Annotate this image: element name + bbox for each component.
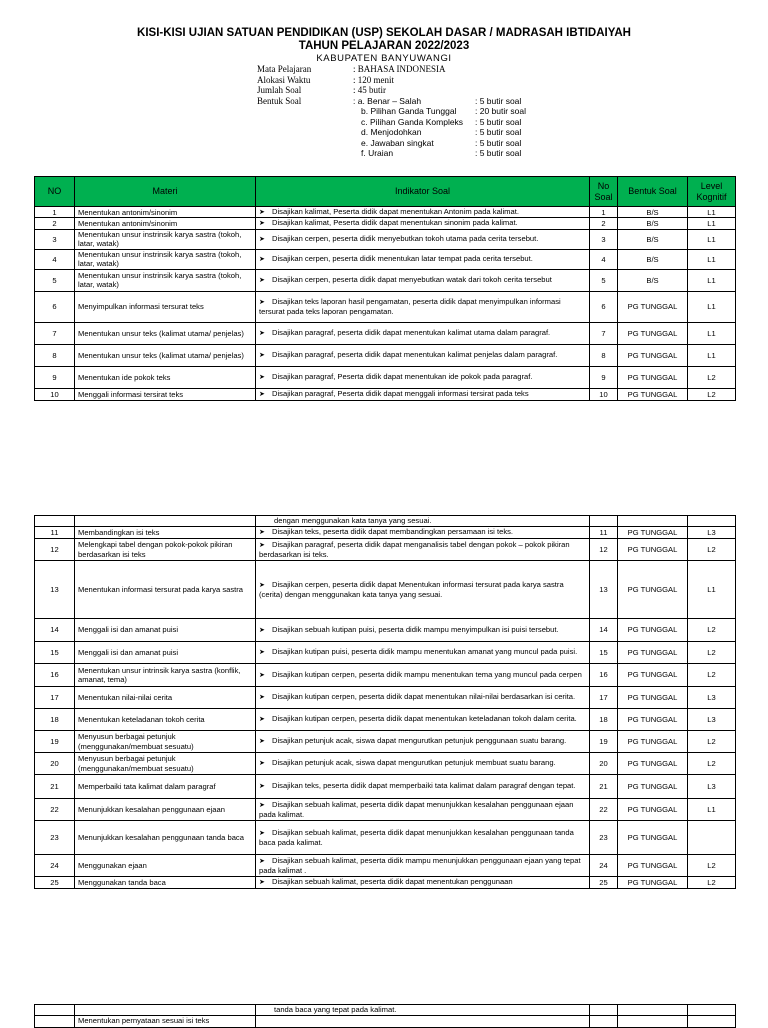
no-soal-cell: 13 [590,561,618,619]
bentuk-option-count: : 5 butir soal [475,148,522,158]
indikator-text: Disajikan teks, peserta didik dapat memperbaiki tata kalimat dalam paragraf dengan tepat. [272,781,576,791]
indikator-cell [256,269,590,291]
no-cell: 18 [35,709,75,731]
kisi-kisi-table-page3 [34,1004,736,1028]
materi-cell: Menentukan keteladanan tokoh cerita [75,709,256,731]
no-cell: 17 [35,687,75,709]
indikator-text: Disajikan sebuah kutipan puisi, peserta didik mampu menyimpulkan isi puisi tersebut. [272,624,559,634]
table-row [35,269,736,291]
indikator-cell [256,753,590,775]
table-row [35,855,736,877]
continuation-text: dengan menggunakan kata tanya yang sesuai. [256,516,590,527]
table-header-row [35,177,736,207]
arrow-bullet-icon: ➤ [259,298,265,306]
indikator-cell [256,207,590,218]
materi-cell: Menentukan unsur teks (kalimat utama/ penjelas) [75,344,256,366]
materi-cell: Menentukan unsur instrinsik karya sastra (tokoh, latar, watak) [75,269,256,291]
bentuk-soal-cell: B/S [618,269,688,291]
arrow-bullet-icon: ➤ [259,801,265,809]
arrow-bullet-icon: ➤ [259,256,265,264]
indikator-cell [256,709,590,731]
table-row [35,366,736,388]
bentuk-option: e. Jawaban singkat [361,137,434,148]
indikator-text: Disajikan paragraf, peserta didik dapat menganalisis tabel dengan pokok – pokok pikiran berdasarkan isi teks. [259,539,570,559]
arrow-bullet-icon: ➤ [259,581,265,589]
indikator-text: Disajikan kutipan puisi, peserta didik mampu menentukan amanat yang muncul pada puisi. [272,647,578,657]
level-cell: L2 [688,753,736,775]
materi-cell: Menggali isi dan amanat puisi [75,642,256,664]
level-cell: L2 [688,664,736,687]
indikator-cell [256,527,590,539]
level-cell: L3 [688,775,736,799]
arrow-bullet-icon: ➤ [259,829,265,837]
header-materi: Materi [75,177,256,207]
indikator-cell [256,687,590,709]
no-soal-cell: 22 [590,799,618,821]
bentuk-soal-cell: PG TUNGGAL [618,664,688,687]
arrow-bullet-icon: ➤ [259,760,265,768]
header-level-kognitif: Level Kognitif [688,177,736,207]
table-row [35,527,736,539]
bentuk-soal-cell: PG TUNGGAL [618,344,688,366]
level-cell: L2 [688,855,736,877]
no-cell: 5 [35,269,75,291]
table-row [35,753,736,775]
no-cell: 21 [35,775,75,799]
bentuk-soal-cell: PG TUNGGAL [618,731,688,753]
no-cell: 15 [35,642,75,664]
no-soal-cell: 7 [590,322,618,344]
table-row [35,207,736,218]
materi-cell: Menentukan ide pokok teks [75,366,256,388]
table-row [35,877,736,889]
indikator-cell [256,322,590,344]
table-row [35,218,736,229]
materi-cell: Menentukan unsur instrinsik karya sastra (tokoh, latar, watak) [75,229,256,249]
no-soal-cell: 10 [590,388,618,400]
indikator-cell [256,731,590,753]
arrow-bullet-icon: ➤ [259,783,265,791]
arrow-bullet-icon: ➤ [259,391,265,399]
materi-cell: Menentukan unsur intrinsik karya sastra (konflik, amanat, tema) [75,664,256,687]
no-cell: 8 [35,344,75,366]
level-cell: L2 [688,539,736,561]
indikator-cell [256,344,590,366]
level-cell: L3 [688,709,736,731]
bentuk-soal-cell: PG TUNGGAL [618,527,688,539]
indikator-cell [256,664,590,687]
no-cell: 2 [35,218,75,229]
bentuk-option-count: : 20 butir soal [475,106,527,117]
mapel-label: Mata Pelajaran [257,64,312,74]
no-soal-cell: 20 [590,753,618,775]
arrow-bullet-icon: ➤ [259,529,265,537]
bentuk-soal-cell: PG TUNGGAL [618,775,688,799]
indikator-cell [256,855,590,877]
arrow-bullet-icon: ➤ [259,220,265,228]
materi-cell: Menentukan pernyataan sesuai isi teks [75,1016,256,1028]
jumlah-label: Jumlah Soal [257,85,302,96]
bentuk-soal-cell: PG TUNGGAL [618,753,688,775]
arrow-bullet-icon: ➤ [259,879,265,887]
bentuk-soal-cell: B/S [618,218,688,229]
level-cell: L2 [688,731,736,753]
table-row [35,731,736,753]
table-row [35,249,736,269]
indikator-cell [256,821,590,855]
bentuk-soal-cell: PG TUNGGAL [618,642,688,664]
materi-cell: Menentukan informasi tersurat pada karya sastra [75,561,256,619]
bentuk-soal-cell: PG TUNGGAL [618,322,688,344]
indikator-cell [256,877,590,889]
arrow-bullet-icon: ➤ [259,738,265,746]
materi-cell: Menyimpulkan informasi tersurat teks [75,291,256,322]
table-row [35,1016,736,1028]
no-cell: 13 [35,561,75,619]
level-cell: L3 [688,527,736,539]
bentuk-option-count: : 5 butir soal [475,127,522,138]
table-row [35,821,736,855]
bentuk-option: : a. Benar – Salah [353,96,422,106]
table-row [35,291,736,322]
arrow-bullet-icon: ➤ [259,330,265,338]
no-cell: 16 [35,664,75,687]
materi-cell: Menggali isi dan amanat puisi [75,619,256,642]
indikator-cell [256,291,590,322]
table-row [35,775,736,799]
bentuk-option-count: : 5 butir soal [475,96,522,106]
indikator-text: Disajikan paragraf, peserta didik dapat menentukan kalimat utama dalam paragraf. [272,328,551,338]
indikator-cell [256,218,590,229]
no-soal-cell: 12 [590,539,618,561]
indikator-cell [256,366,590,388]
kisi-kisi-table-page1 [34,176,736,401]
bentuk-soal-cell: B/S [618,229,688,249]
no-cell: 14 [35,619,75,642]
indikator-text: Disajikan teks laporan hasil pengamatan, peserta didik dapat menyimpulkan informasi tersurat pada teks laporan pengamatan. [259,296,561,317]
bentuk-option-count: : 5 butir soal [475,116,522,127]
arrow-bullet-icon: ➤ [259,857,265,865]
materi-cell: Menunjukkan kesalahan penggunaan tanda baca [75,821,256,855]
level-cell: L2 [688,388,736,400]
materi-cell: Memperbaiki tata kalimat dalam paragraf [75,775,256,799]
level-cell: L1 [688,249,736,269]
bentuk-soal-cell: B/S [618,249,688,269]
bentuk-soal-cell: PG TUNGGAL [618,799,688,821]
no-cell: 11 [35,527,75,539]
bentuk-soal-cell: PG TUNGGAL [618,539,688,561]
indikator-text: Disajikan sebuah kalimat, peserta didik dapat menunjukkan kesalahan penggunaan tanda baca pada kalimat. [259,827,574,847]
no-cell: 20 [35,753,75,775]
materi-cell: Menggali informasi tersirat teks [75,388,256,400]
materi-cell: Menunjukkan kesalahan penggunaan ejaan [75,799,256,821]
level-cell: L1 [688,207,736,218]
table-row [35,229,736,249]
materi-cell: Membandingkan isi teks [75,527,256,539]
no-cell: 12 [35,539,75,561]
table-row [35,642,736,664]
arrow-bullet-icon: ➤ [259,694,265,702]
level-cell: L1 [688,561,736,619]
table-row [35,687,736,709]
no-soal-cell: 2 [590,218,618,229]
bentuk-soal-cell: PG TUNGGAL [618,619,688,642]
indikator-text: Disajikan paragraf, Peserta didik dapat menggali informasi tersirat pada teks [272,389,529,399]
arrow-bullet-icon: ➤ [259,374,265,382]
indikator-text: Disajikan teks, peserta didik dapat membandingkan persamaan isi teks. [272,527,514,537]
level-cell: L1 [688,322,736,344]
no-soal-cell: 23 [590,821,618,855]
materi-cell: Menentukan antonim/sinonim [75,218,256,229]
materi-cell: Menentukan antonim/sinonim [75,207,256,218]
no-soal-cell: 24 [590,855,618,877]
indikator-cell [256,388,590,400]
level-cell: L1 [688,229,736,249]
table-row [35,388,736,400]
bentuk-soal-cell: PG TUNGGAL [618,366,688,388]
indikator-cell [256,229,590,249]
document-subtitle: KABUPATEN BANYUWANGI [316,53,452,64]
no-soal-cell: 11 [590,527,618,539]
arrow-bullet-icon: ➤ [259,541,265,549]
arrow-bullet-icon: ➤ [259,236,265,244]
no-soal-cell: 17 [590,687,618,709]
indikator-text: Disajikan cerpen, peserta didik menentukan latar tempat pada cerita tersebut. [272,254,533,264]
materi-cell: Menentukan unsur instrinsik karya sastra (tokoh, latar, watak) [75,249,256,269]
no-cell: 24 [35,855,75,877]
bentuk-soal-cell: PG TUNGGAL [618,561,688,619]
arrow-bullet-icon: ➤ [259,209,265,216]
indikator-text: Disajikan kutipan cerpen, peserta didik dapat menentukan nilai-nilai berdasarkan isi cerita. [272,692,576,702]
materi-cell: Menggunakan ejaan [75,855,256,877]
indikator-cell [256,561,590,619]
no-soal-cell: 18 [590,709,618,731]
no-soal-cell: 3 [590,229,618,249]
no-cell: 23 [35,821,75,855]
table-row [35,539,736,561]
no-cell: 1 [35,207,75,218]
level-cell: L2 [688,619,736,642]
level-cell: L2 [688,877,736,889]
indikator-text: Disajikan kalimat, Peserta didik dapat menentukan Antonim pada kalimat. [272,207,519,216]
level-cell: L2 [688,366,736,388]
no-soal-cell: 6 [590,291,618,322]
table-row [35,322,736,344]
indikator-text: Disajikan kalimat, Peserta didik dapat menentukan sinonim pada kalimat. [272,218,518,228]
materi-cell: Menggunakan tanda baca [75,877,256,889]
indikator-cell [256,619,590,642]
no-soal-cell: 14 [590,619,618,642]
arrow-bullet-icon: ➤ [259,649,265,657]
continuation-text: tanda baca yang tepat pada kalimat. [256,1005,590,1016]
indikator-cell [256,249,590,269]
no-cell: 9 [35,366,75,388]
arrow-bullet-icon: ➤ [259,671,265,679]
arrow-bullet-icon: ➤ [259,626,265,634]
no-soal-cell: 25 [590,877,618,889]
arrow-bullet-icon: ➤ [259,716,265,724]
document-title-line1: KISI-KISI UJIAN SATUAN PENDIDIKAN (USP) SEKOLAH DASAR / MADRASAH IBTIDAIYAH [137,27,631,39]
table-row [35,344,736,366]
level-cell: L1 [688,291,736,322]
bentuk-soal-cell: PG TUNGGAL [618,877,688,889]
header-indikator: Indikator Soal [256,177,590,207]
no-soal-cell: 9 [590,366,618,388]
bentuk-soal-cell: PG TUNGGAL [618,687,688,709]
bentuk-soal-cell: PG TUNGGAL [618,291,688,322]
kisi-kisi-table-page2 [34,515,736,889]
materi-cell: Menentukan nilai-nilai cerita [75,687,256,709]
no-soal-cell: 4 [590,249,618,269]
bentuk-option: c. Pilihan Ganda Kompleks [361,116,464,127]
indikator-text: Disajikan paragraf, peserta didik dapat menentukan kalimat penjelas dalam paragraf. [272,350,558,360]
no-soal-cell: 15 [590,642,618,664]
bentuk-soal-cell: PG TUNGGAL [618,855,688,877]
bentuk-option: d. Menjodohkan [361,127,422,138]
indikator-text: Disajikan petunjuk acak, siswa dapat mengurutkan petunjuk penggunaan suatu barang. [272,736,567,746]
no-soal-cell: 19 [590,731,618,753]
indikator-cell [256,642,590,664]
header-no: NO [35,177,75,207]
materi-cell: Melengkapi tabel dengan pokok-pokok pikiran berdasarkan isi teks [75,539,256,561]
no-soal-cell: 8 [590,344,618,366]
no-cell: 25 [35,877,75,889]
bentuk-label: Bentuk Soal [257,95,302,106]
table-row [35,709,736,731]
indikator-cell [256,539,590,561]
indikator-text: Disajikan petunjuk acak, siswa dapat mengurutkan petunjuk membuat suatu barang. [272,758,556,768]
indikator-text: Disajikan cerpen, peserta didik dapat Menentukan informasi tersurat pada karya sastra (cerita) dengan menggunakan kata tanya yang sesuai. [259,579,564,599]
indikator-text: Disajikan cerpen, peserta didik dapat menyebutkan watak dari tokoh cerita tersebut [272,275,552,285]
table-row [35,561,736,619]
table-row [35,664,736,687]
table-row [35,619,736,642]
bentuk-soal-cell: PG TUNGGAL [618,709,688,731]
bentuk-soal-cell: B/S [618,207,688,218]
level-cell: L1 [688,799,736,821]
level-cell: L1 [688,218,736,229]
no-soal-cell: 16 [590,664,618,687]
waktu-label: Alokasi Waktu [257,74,311,85]
no-cell: 3 [35,229,75,249]
bentuk-soal-cell: PG TUNGGAL [618,388,688,400]
no-soal-cell: 5 [590,269,618,291]
indikator-text: Disajikan sebuah kalimat, peserta didik mampu menunjukkan penggunaan ejaan yang tepat pada kalimat . [259,855,581,875]
indikator-text: Disajikan paragraf, Peserta didik dapat menentukan ide pokok pada paragraf. [272,372,533,382]
indikator-cell [256,799,590,821]
no-cell: 19 [35,731,75,753]
indikator-text: Disajikan kutipan cerpen, peserta didik dapat menentukan keteladanan tokoh dalam cerita. [272,714,577,724]
level-cell: L1 [688,344,736,366]
level-cell: L3 [688,687,736,709]
bentuk-option: b. Pilihan Ganda Tunggal [361,106,457,117]
no-soal-cell: 21 [590,775,618,799]
continuation-row [35,1005,736,1016]
materi-cell: Menyusun berbagai petunjuk (menggunakan/membuat sesuatu) [75,731,256,753]
header-bentuk-soal: Bentuk Soal [618,177,688,207]
table-row [35,799,736,821]
indikator-text: Disajikan sebuah kalimat, peserta didik dapat menentukan penggunaan [272,877,513,887]
no-cell: 6 [35,291,75,322]
no-cell: 4 [35,249,75,269]
no-soal-cell: 1 [590,207,618,218]
document-title-line2: TAHUN PELAJARAN 2022/2023 [298,40,470,52]
bentuk-option-count: : 5 butir soal [475,137,522,148]
indikator-cell [256,775,590,799]
indikator-text: Disajikan cerpen, peserta didik menyebutkan tokoh utama pada cerita tersebut. [272,234,539,244]
level-cell: L2 [688,642,736,664]
materi-cell: Menyusun berbagai petunjuk (menggunakan/membuat sesuatu) [75,753,256,775]
materi-cell: Menentukan unsur teks (kalimat utama/ penjelas) [75,322,256,344]
bentuk-soal-cell: PG TUNGGAL [618,821,688,855]
mapel-value: : BAHASA INDONESIA [353,64,446,74]
no-cell: 22 [35,799,75,821]
jumlah-value: : 45 butir [353,85,386,96]
header-no-soal: No Soal [590,177,618,207]
bentuk-option: f. Uraian [361,148,394,158]
no-cell: 10 [35,388,75,400]
waktu-value: : 120 menit [353,74,394,85]
continuation-row [35,516,736,527]
indikator-text: Disajikan kutipan cerpen, peserta didik mampu menentukan tema yang muncul pada cerpen [272,669,582,679]
arrow-bullet-icon: ➤ [259,352,265,360]
arrow-bullet-icon: ➤ [259,277,265,285]
indikator-text: Disajikan sebuah kalimat, peserta didik dapat menunjukkan kesalahan penggunaan ejaan pada kalimat. [259,799,574,819]
no-cell: 7 [35,322,75,344]
level-cell [688,821,736,855]
level-cell: L1 [688,269,736,291]
